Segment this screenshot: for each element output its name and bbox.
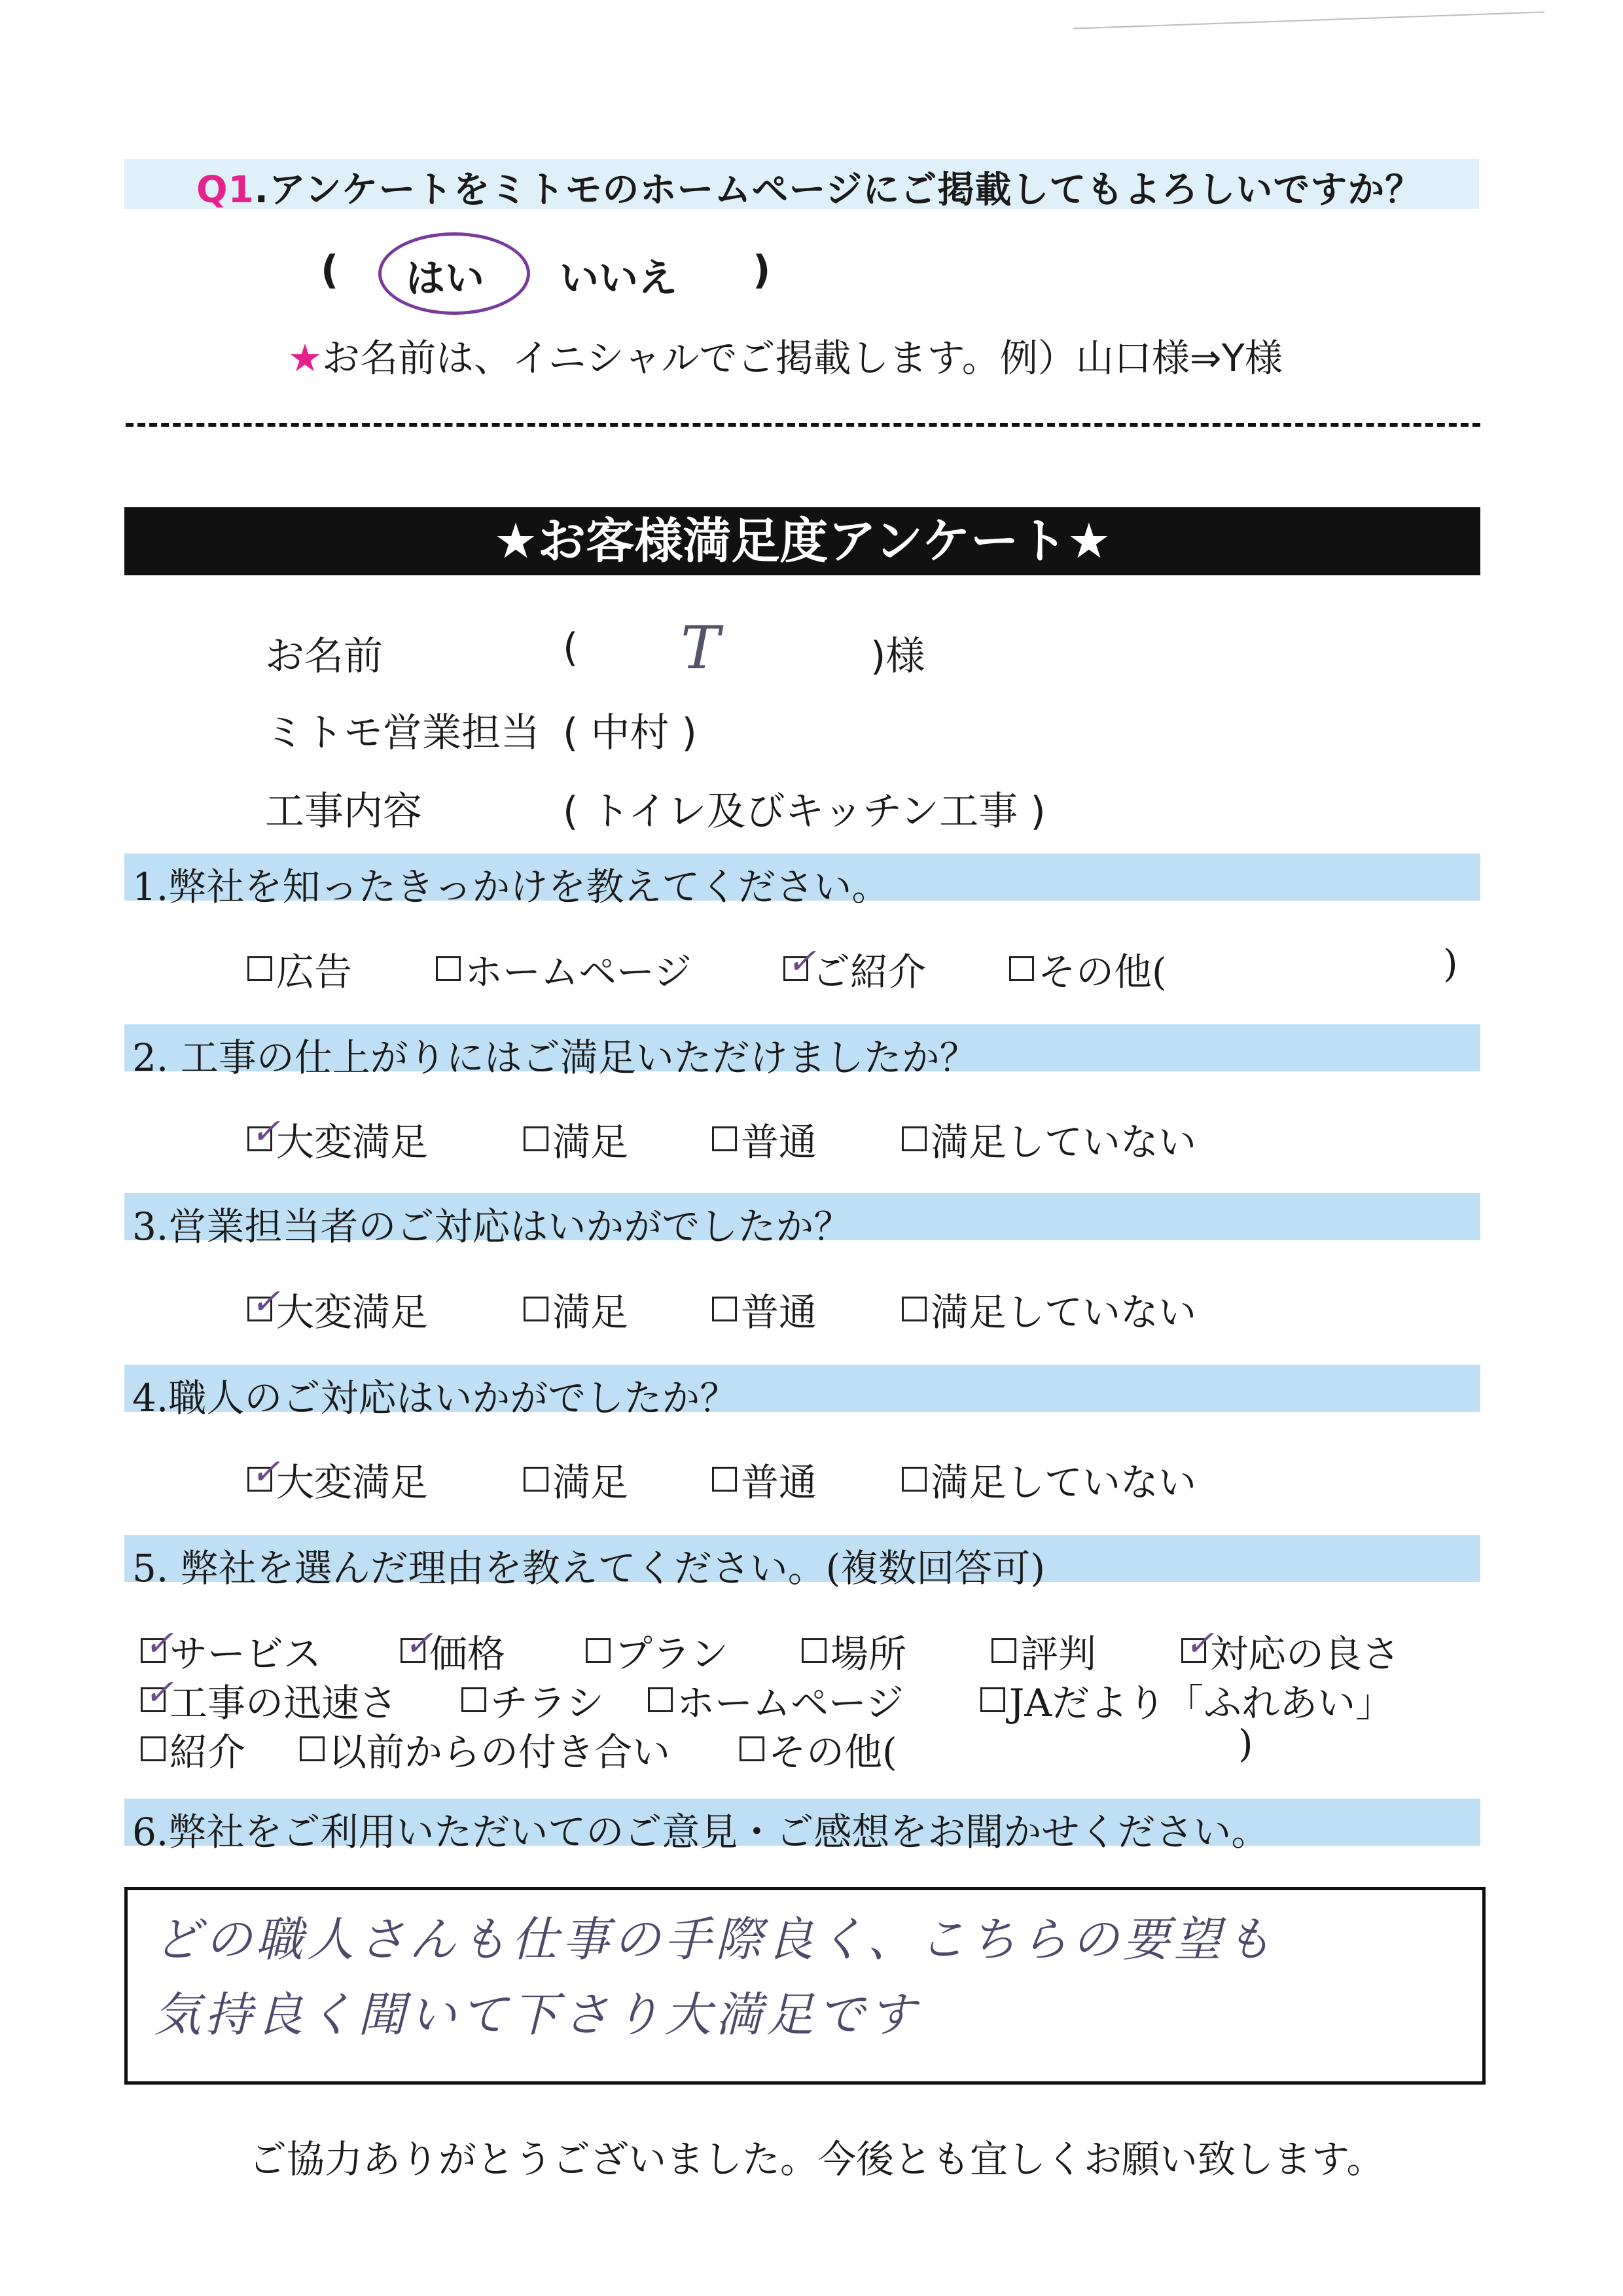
q3-question: 3.営業担当者のご対応はいかがでしたか？: [132, 1204, 852, 1249]
checkbox[interactable]: [524, 1126, 548, 1151]
check-mark-icon: ✓: [144, 1623, 174, 1664]
note-text: お名前は、イニシャルでご掲載します。例）山口様⇒Y様: [322, 336, 1283, 380]
q5-option-speed[interactable]: ✓ 工事の迅速さ: [141, 1672, 397, 1727]
checkbox-checked[interactable]: [247, 1451, 281, 1492]
scan-artifact-line: [1073, 11, 1544, 29]
checkbox[interactable]: [712, 1297, 737, 1321]
q3-option-normal[interactable]: 普通: [712, 1282, 817, 1336]
checkbox-checked[interactable]: [247, 1281, 281, 1322]
q1-option-other[interactable]: その他(: [1009, 941, 1167, 996]
checkbox[interactable]: [461, 1687, 486, 1712]
q6-question: 6.弊社をご利用いただいてのご意見・ご感想をお聞かせください。: [132, 1810, 1270, 1854]
checkbox[interactable]: [712, 1467, 737, 1492]
consent-question-text: .アンケートをミトモのホームページにご掲載してもよろしいですか？: [254, 169, 1423, 211]
q5-option-homepage[interactable]: ホームページ: [648, 1672, 904, 1727]
q5-option-ja-newsletter[interactable]: JAだより「ふれあい」: [980, 1672, 1393, 1727]
comment-line-2: 気持良く聞いて下さり大満足です: [154, 1987, 920, 2042]
thanks-message: ご協力ありがとうございました。今後とも宜しくお願い致します。: [249, 2137, 1385, 2181]
check-mark-icon: ✓: [1185, 1623, 1215, 1664]
dashed-divider: [126, 423, 1480, 427]
check-mark-icon: ✓: [251, 1451, 281, 1492]
q1-option-referral[interactable]: ✓ ご紹介: [783, 941, 926, 996]
q1-question: 1.弊社を知ったきっかけを教えてください。: [132, 865, 890, 909]
q2-option-very-satisfied[interactable]: ✓ 大変満足: [247, 1111, 428, 1166]
q3-option-very-satisfied[interactable]: ✓ 大変満足: [247, 1282, 428, 1336]
checkbox-checked[interactable]: [401, 1623, 434, 1664]
q5-option-price[interactable]: ✓ 価格: [401, 1623, 505, 1678]
survey-title: ★お客様満足度アンケート★: [124, 507, 1480, 575]
checkbox-checked[interactable]: [247, 1111, 281, 1152]
q2-option-not-satisfied[interactable]: 満足していない: [902, 1111, 1196, 1166]
consent-question-number: Q1: [196, 169, 255, 211]
checkbox[interactable]: [300, 1736, 325, 1761]
q4-option-normal[interactable]: 普通: [712, 1452, 817, 1507]
name-close-suffix: )様: [870, 634, 925, 679]
q2-option-normal[interactable]: 普通: [712, 1111, 817, 1166]
checkbox[interactable]: [524, 1297, 548, 1321]
checkbox[interactable]: [712, 1126, 737, 1151]
q4-option-very-satisfied[interactable]: ✓ 大変満足: [247, 1452, 428, 1507]
q1-option-ad[interactable]: 広告: [247, 941, 352, 996]
staff-value: ( 中村 ): [563, 710, 697, 756]
q5-question: 5. 弊社を選んだ理由を教えてください。(複数回答可): [132, 1546, 1046, 1590]
checkbox-checked[interactable]: [783, 941, 817, 982]
initials-note: [288, 327, 1283, 382]
checkbox-checked[interactable]: [1181, 1623, 1215, 1664]
consent-close-paren: ): [753, 247, 771, 293]
consent-yes-option[interactable]: はい: [406, 256, 484, 302]
checkbox[interactable]: [436, 956, 461, 981]
q5-option-good-response[interactable]: ✓ 対応の良さ: [1181, 1623, 1400, 1678]
name-value: T: [681, 614, 721, 683]
consent-no-option[interactable]: いいえ: [560, 256, 677, 302]
q5-option-flyer[interactable]: チラシ: [461, 1672, 604, 1727]
checkbox[interactable]: [524, 1467, 548, 1492]
checkbox[interactable]: [902, 1467, 927, 1492]
checkbox-checked[interactable]: [141, 1623, 174, 1664]
name-open-paren: (: [563, 625, 579, 671]
checkbox[interactable]: [648, 1687, 673, 1712]
q4-option-satisfied[interactable]: 満足: [524, 1452, 628, 1507]
q2-option-satisfied[interactable]: 満足: [524, 1111, 628, 1166]
checkbox[interactable]: [1009, 956, 1034, 981]
work-value: ( トイレ及びキッチン工事 ): [563, 789, 1046, 834]
q5-option-referral[interactable]: 紹介: [141, 1721, 245, 1776]
checkbox[interactable]: [247, 956, 272, 981]
q3-option-satisfied[interactable]: 満足: [524, 1282, 628, 1336]
checkbox[interactable]: [586, 1638, 611, 1663]
q1-other-close-paren: ): [1443, 941, 1458, 986]
q5-option-location[interactable]: 場所: [802, 1623, 906, 1678]
checkbox[interactable]: [141, 1736, 166, 1761]
checkbox[interactable]: [980, 1687, 1005, 1712]
checkbox[interactable]: [902, 1126, 927, 1151]
consent-open-paren: (: [321, 247, 339, 293]
q3-option-not-satisfied[interactable]: 満足していない: [902, 1282, 1196, 1336]
q4-option-not-satisfied[interactable]: 満足していない: [902, 1452, 1196, 1507]
check-mark-icon: ✓: [144, 1672, 174, 1713]
q5-option-prior-relationship[interactable]: 以前からの付き合い: [300, 1721, 670, 1776]
check-mark-icon: ✓: [251, 1281, 281, 1322]
checkbox[interactable]: [991, 1638, 1016, 1663]
staff-label: ミトモ営業担当: [265, 710, 540, 756]
comment-line-1: どの職人さんも仕事の手際良く、こちらの要望も: [154, 1912, 1276, 1967]
q2-question: 2. 工事の仕上がりにはご満足いただけましたか？: [132, 1035, 978, 1080]
name-label: お名前: [265, 634, 383, 679]
q4-question: 4.職人のご対応はいかがでしたか？: [132, 1376, 738, 1420]
checkbox-checked[interactable]: [141, 1672, 174, 1713]
q5-other-close-paren: ): [1238, 1721, 1253, 1766]
q5-option-other[interactable]: その他(: [740, 1721, 897, 1776]
q5-option-plan[interactable]: プラン: [586, 1623, 728, 1678]
q1-option-homepage[interactable]: ホームページ: [436, 941, 692, 996]
q5-option-reputation[interactable]: 評判: [991, 1623, 1096, 1678]
q5-option-service[interactable]: ✓ サービス: [141, 1623, 321, 1678]
checkbox[interactable]: [802, 1638, 827, 1663]
check-mark-icon: ✓: [404, 1623, 434, 1664]
checkbox[interactable]: [740, 1736, 764, 1761]
check-mark-icon: ✓: [787, 941, 817, 982]
check-mark-icon: ✓: [251, 1111, 281, 1152]
note-star-icon: ★: [288, 336, 322, 380]
consent-question: [196, 161, 1422, 213]
work-label: 工事内容: [265, 789, 422, 834]
checkbox[interactable]: [902, 1297, 927, 1321]
